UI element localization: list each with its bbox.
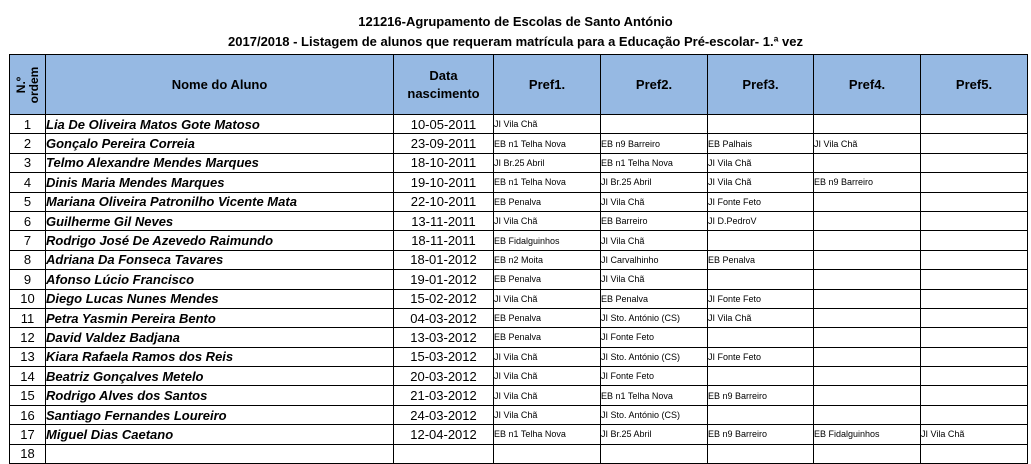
cell-nome: Beatriz Gonçalves Metelo: [46, 367, 394, 386]
cell-pref2: JI Sto. António (CS): [601, 347, 708, 366]
cell-data-nascimento: 20-03-2012: [394, 367, 494, 386]
cell-ordem: 18: [10, 444, 46, 463]
cell-pref4: [814, 153, 921, 172]
cell-pref4: JI Vila Chã: [814, 134, 921, 153]
cell-data-nascimento: 15-03-2012: [394, 347, 494, 366]
cell-ordem: 11: [10, 308, 46, 327]
cell-pref5: [921, 386, 1028, 405]
cell-pref1: EB Penalva: [494, 328, 601, 347]
cell-pref1: JI Vila Chã: [494, 289, 601, 308]
table-row: [10, 308, 1028, 327]
cell-pref5: JI Vila Chã: [921, 425, 1028, 444]
cell-pref4: [814, 192, 921, 211]
cell-pref1: EB Fidalguinhos: [494, 231, 601, 250]
header-nome: Nome do Aluno: [46, 55, 394, 115]
cell-ordem: 13: [10, 347, 46, 366]
cell-pref3: JI Fonte Feto: [708, 192, 814, 211]
table-row: [10, 173, 1028, 192]
cell-pref5: [921, 134, 1028, 153]
cell-ordem: 16: [10, 405, 46, 424]
header-pref5: Pref5.: [921, 55, 1028, 115]
cell-pref1: JI Vila Chã: [494, 211, 601, 230]
cell-pref5: [921, 308, 1028, 327]
cell-nome: Adriana Da Fonseca Tavares: [46, 250, 394, 269]
cell-ordem: 10: [10, 289, 46, 308]
cell-pref3: JI Vila Chã: [708, 173, 814, 192]
table-row: [10, 405, 1028, 424]
cell-pref4: EB Fidalguinhos: [814, 425, 921, 444]
cell-pref1: EB n1 Telha Nova: [494, 425, 601, 444]
table-row: [10, 231, 1028, 250]
table-row: [10, 444, 1028, 463]
cell-pref4: [814, 115, 921, 134]
cell-pref1: EB Penalva: [494, 270, 601, 289]
cell-pref3: JI Vila Chã: [708, 153, 814, 172]
cell-pref1: JI Vila Chã: [494, 405, 601, 424]
cell-ordem: 12: [10, 328, 46, 347]
cell-ordem: 4: [10, 173, 46, 192]
cell-pref2: EB Penalva: [601, 289, 708, 308]
cell-pref4: [814, 367, 921, 386]
header-data: [394, 55, 494, 115]
table-row: [10, 289, 1028, 308]
cell-nome: Gonçalo Pereira Correia: [46, 134, 394, 153]
cell-pref4: [814, 289, 921, 308]
cell-pref3: [708, 115, 814, 134]
cell-ordem: 8: [10, 250, 46, 269]
cell-pref3: [708, 405, 814, 424]
table-row: [10, 153, 1028, 172]
cell-pref3: JI Fonte Feto: [708, 289, 814, 308]
cell-nome: Miguel Dias Caetano: [46, 425, 394, 444]
cell-data-nascimento: 13-11-2011: [394, 211, 494, 230]
cell-pref3: [708, 270, 814, 289]
cell-pref3: EB Palhais: [708, 134, 814, 153]
header-pref3: Pref3.: [708, 55, 814, 115]
cell-pref5: [921, 231, 1028, 250]
document-header: [0, 12, 1031, 52]
header-pref1: Pref1.: [494, 55, 601, 115]
cell-data-nascimento: 15-02-2012: [394, 289, 494, 308]
header-pref4: Pref4.: [814, 55, 921, 115]
cell-data-nascimento: 19-01-2012: [394, 270, 494, 289]
cell-pref2: EB n9 Barreiro: [601, 134, 708, 153]
cell-data-nascimento: 13-03-2012: [394, 328, 494, 347]
table-row: [10, 134, 1028, 153]
cell-nome: Rodrigo José De Azevedo Raimundo: [46, 231, 394, 250]
cell-pref5: [921, 270, 1028, 289]
cell-nome: Lia De Oliveira Matos Gote Matoso: [46, 115, 394, 134]
cell-pref2: JI Sto. António (CS): [601, 405, 708, 424]
table-row: [10, 270, 1028, 289]
cell-pref4: [814, 250, 921, 269]
table-row: [10, 115, 1028, 134]
table-body: [10, 115, 1028, 464]
cell-pref1: JI Vila Chã: [494, 386, 601, 405]
cell-data-nascimento: 18-01-2012: [394, 250, 494, 269]
cell-pref5: [921, 405, 1028, 424]
cell-nome: Afonso Lúcio Francisco: [46, 270, 394, 289]
cell-pref2: EB n1 Telha Nova: [601, 386, 708, 405]
cell-data-nascimento: 18-10-2011: [394, 153, 494, 172]
cell-pref3: [708, 367, 814, 386]
cell-ordem: 14: [10, 367, 46, 386]
cell-ordem: 6: [10, 211, 46, 230]
cell-data-nascimento: 22-10-2011: [394, 192, 494, 211]
cell-ordem: 15: [10, 386, 46, 405]
cell-data-nascimento: 24-03-2012: [394, 405, 494, 424]
cell-pref1: EB n1 Telha Nova: [494, 134, 601, 153]
cell-pref5: [921, 115, 1028, 134]
cell-pref5: [921, 211, 1028, 230]
cell-pref5: [921, 367, 1028, 386]
table-row: [10, 425, 1028, 444]
header-pref2: Pref2.: [601, 55, 708, 115]
cell-data-nascimento: 04-03-2012: [394, 308, 494, 327]
cell-pref3: [708, 444, 814, 463]
cell-pref1: EB n1 Telha Nova: [494, 173, 601, 192]
cell-pref5: [921, 444, 1028, 463]
cell-ordem: 17: [10, 425, 46, 444]
cell-pref5: [921, 192, 1028, 211]
cell-data-nascimento: 19-10-2011: [394, 173, 494, 192]
cell-data-nascimento: 10-05-2011: [394, 115, 494, 134]
cell-pref1: [494, 444, 601, 463]
cell-nome: David Valdez Badjana: [46, 328, 394, 347]
cell-pref5: [921, 328, 1028, 347]
cell-pref3: [708, 231, 814, 250]
cell-nome: Diego Lucas Nunes Mendes: [46, 289, 394, 308]
cell-pref1: EB Penalva: [494, 192, 601, 211]
cell-ordem: 7: [10, 231, 46, 250]
cell-pref2: EB n1 Telha Nova: [601, 153, 708, 172]
cell-ordem: 1: [10, 115, 46, 134]
cell-pref4: [814, 231, 921, 250]
cell-pref2: JI Fonte Feto: [601, 328, 708, 347]
cell-nome: Rodrigo Alves dos Santos: [46, 386, 394, 405]
document-title: 121216-Agrupamento de Escolas de Santo António: [358, 14, 673, 29]
table-row: [10, 250, 1028, 269]
cell-pref4: [814, 386, 921, 405]
cell-pref2: JI Sto. António (CS): [601, 308, 708, 327]
cell-pref5: [921, 250, 1028, 269]
cell-pref2: JI Vila Chã: [601, 231, 708, 250]
cell-data-nascimento: 21-03-2012: [394, 386, 494, 405]
cell-pref3: JI D.PedroV: [708, 211, 814, 230]
cell-pref2: JI Vila Chã: [601, 270, 708, 289]
cell-pref4: [814, 211, 921, 230]
cell-pref3: EB Penalva: [708, 250, 814, 269]
cell-data-nascimento: [394, 444, 494, 463]
cell-nome: Kiara Rafaela Ramos dos Reis: [46, 347, 394, 366]
cell-pref2: [601, 444, 708, 463]
cell-data-nascimento: 12-04-2012: [394, 425, 494, 444]
cell-pref1: EB Penalva: [494, 308, 601, 327]
cell-ordem: 9: [10, 270, 46, 289]
students-table: [9, 54, 1028, 464]
cell-pref2: JI Vila Chã: [601, 192, 708, 211]
cell-pref2: [601, 115, 708, 134]
cell-data-nascimento: 18-11-2011: [394, 231, 494, 250]
cell-nome: [46, 444, 394, 463]
cell-pref4: [814, 308, 921, 327]
cell-nome: Petra Yasmin Pereira Bento: [46, 308, 394, 327]
cell-pref1: JI Vila Chã: [494, 115, 601, 134]
cell-nome: Telmo Alexandre Mendes Marques: [46, 153, 394, 172]
cell-pref4: [814, 270, 921, 289]
cell-pref1: EB n2 Moita: [494, 250, 601, 269]
table-row: [10, 347, 1028, 366]
cell-pref2: JI Fonte Feto: [601, 367, 708, 386]
table-header-row: [10, 55, 1028, 115]
document-subtitle: 2017/2018 - Listagem de alunos que requeram matrícula para a Educação Pré-escolar- 1.ª vez: [228, 34, 803, 49]
cell-pref1: JI Br.25 Abril: [494, 153, 601, 172]
cell-nome: Dinis Maria Mendes Marques: [46, 173, 394, 192]
table-row: [10, 328, 1028, 347]
cell-pref1: JI Vila Chã: [494, 367, 601, 386]
table-row: [10, 367, 1028, 386]
cell-pref4: [814, 444, 921, 463]
cell-pref5: [921, 347, 1028, 366]
cell-pref3: EB n9 Barreiro: [708, 386, 814, 405]
cell-ordem: 5: [10, 192, 46, 211]
header-ordem-bottom: ordem: [26, 66, 41, 103]
cell-pref4: [814, 347, 921, 366]
table-row: [10, 211, 1028, 230]
cell-pref3: EB n9 Barreiro: [708, 425, 814, 444]
cell-pref4: [814, 405, 921, 424]
header-ordem-top: N.º: [13, 76, 28, 93]
cell-pref5: [921, 153, 1028, 172]
cell-nome: Mariana Oliveira Patronilho Vicente Mata: [46, 192, 394, 211]
cell-pref4: EB n9 Barreiro: [814, 173, 921, 192]
cell-pref1: JI Vila Chã: [494, 347, 601, 366]
cell-pref2: JI Br.25 Abril: [601, 425, 708, 444]
cell-pref4: [814, 328, 921, 347]
table-row: [10, 192, 1028, 211]
cell-pref3: [708, 328, 814, 347]
cell-nome: Santiago Fernandes Loureiro: [46, 405, 394, 424]
cell-pref2: EB Barreiro: [601, 211, 708, 230]
cell-data-nascimento: 23-09-2011: [394, 134, 494, 153]
cell-pref2: JI Carvalhinho: [601, 250, 708, 269]
cell-pref5: [921, 173, 1028, 192]
header-data-line2: nascimento: [407, 85, 480, 101]
cell-pref3: JI Vila Chã: [708, 308, 814, 327]
table-row: [10, 386, 1028, 405]
cell-ordem: 2: [10, 134, 46, 153]
cell-pref2: JI Br.25 Abril: [601, 173, 708, 192]
cell-nome: Guilherme Gil Neves: [46, 211, 394, 230]
cell-pref5: [921, 289, 1028, 308]
header-data-line1: Data: [429, 67, 458, 83]
header-ordem: [10, 55, 46, 115]
cell-ordem: 3: [10, 153, 46, 172]
cell-pref3: JI Fonte Feto: [708, 347, 814, 366]
